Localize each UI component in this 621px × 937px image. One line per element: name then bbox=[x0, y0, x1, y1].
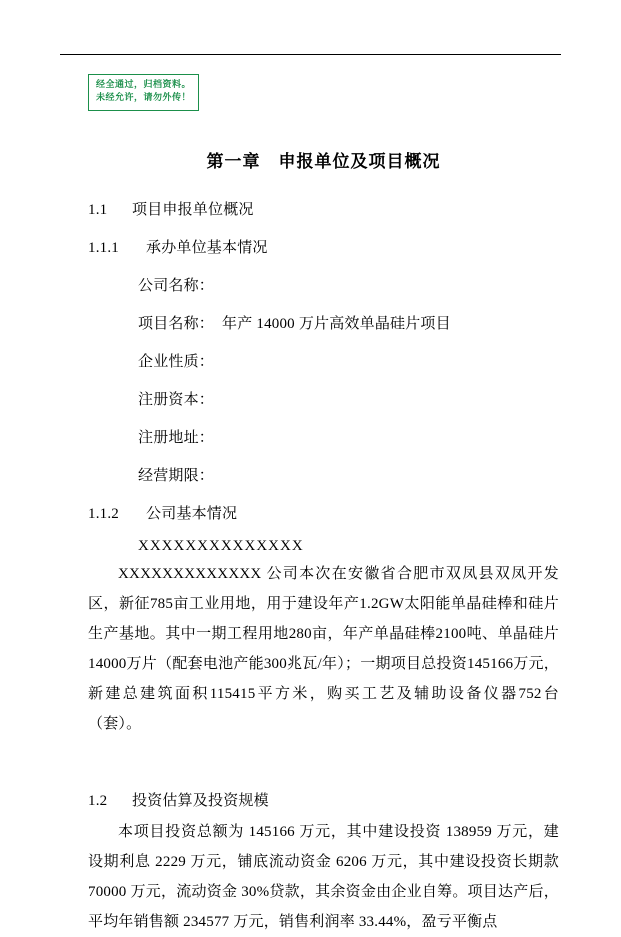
header-rule bbox=[60, 54, 561, 55]
section-heading-1-1-2 bbox=[88, 502, 559, 523]
section-title-1-1-1: 承办单位基本情况 bbox=[146, 240, 268, 256]
chapter-name: 申报单位及项目概况 bbox=[278, 152, 441, 171]
field-registered-capital bbox=[88, 388, 559, 409]
field-label-registered-capital: 注册资本： bbox=[138, 392, 215, 408]
field-value-project-name: 年产 14000 万片高效单晶硅片项目 bbox=[222, 316, 451, 332]
section-heading-1-2 bbox=[88, 789, 559, 810]
paragraph-investment-estimate: 本项目投资总额为 145166 万元，其中建设投资 138959 万元，建设期利息 2229 万元，铺底流动资金 6206 万元，其中建设投资长期款 70000 万元，流动资金 30%贷款，其余资金由企业自筹。项目达产后，平均年销售额 234577 万元，销售利润率 33.44%，盈亏平衡点 bbox=[88, 824, 559, 930]
section-number-1-2: 1.2 bbox=[88, 793, 108, 809]
section-heading-1-1 bbox=[88, 198, 559, 219]
section-number-1-1-1: 1.1.1 bbox=[88, 240, 119, 256]
section-heading-1-1-1 bbox=[88, 236, 559, 257]
field-project-name bbox=[88, 312, 559, 333]
field-label-enterprise-type: 企业性质： bbox=[138, 354, 215, 370]
field-registered-address bbox=[88, 426, 559, 447]
archive-stamp-line1: 经全通过，归档资料。 bbox=[96, 80, 192, 90]
masked-company-line: XXXXXXXXXXXXXX bbox=[138, 538, 304, 554]
field-label-registered-address: 注册地址： bbox=[138, 430, 215, 446]
chapter-number: 第一章 bbox=[206, 152, 261, 171]
section-title-1-1: 项目申报单位概况 bbox=[132, 202, 254, 218]
section-number-1-1: 1.1 bbox=[88, 202, 108, 218]
field-label-operating-period: 经营期限： bbox=[138, 468, 215, 484]
section-number-1-1-2: 1.1.2 bbox=[88, 506, 119, 522]
paragraph-company-overview: XXXXXXXXXXXXX 公司本次在安徽省合肥市双凤县双凤开发区，新征785亩工业用地，用于建设年产1.2GW太阳能单晶硅棒和硅片生产基地。其中一期工程用地280亩，年产单晶硅棒2100吨、单晶硅片14000万片（配套电池产能300兆瓦/年）；一期项目总投资145166万元，新建总建筑面积115415平方米，购买工艺及辅助设备仪器752台（套）。 bbox=[88, 566, 559, 732]
document-body bbox=[88, 74, 559, 937]
field-label-project-name: 项目名称： bbox=[138, 316, 215, 332]
section-title-1-2: 投资估算及投资规模 bbox=[132, 793, 269, 809]
section-spacer bbox=[88, 739, 559, 763]
field-company-name bbox=[88, 274, 559, 295]
archive-stamp bbox=[88, 74, 199, 111]
field-operating-period bbox=[88, 464, 559, 485]
field-label-company-name: 公司名称： bbox=[138, 278, 215, 294]
section-title-1-1-2: 公司基本情况 bbox=[146, 506, 238, 522]
chapter-heading bbox=[88, 147, 559, 172]
field-enterprise-type bbox=[88, 350, 559, 371]
archive-stamp-line2: 未经允许，请勿外传！ bbox=[96, 93, 192, 103]
